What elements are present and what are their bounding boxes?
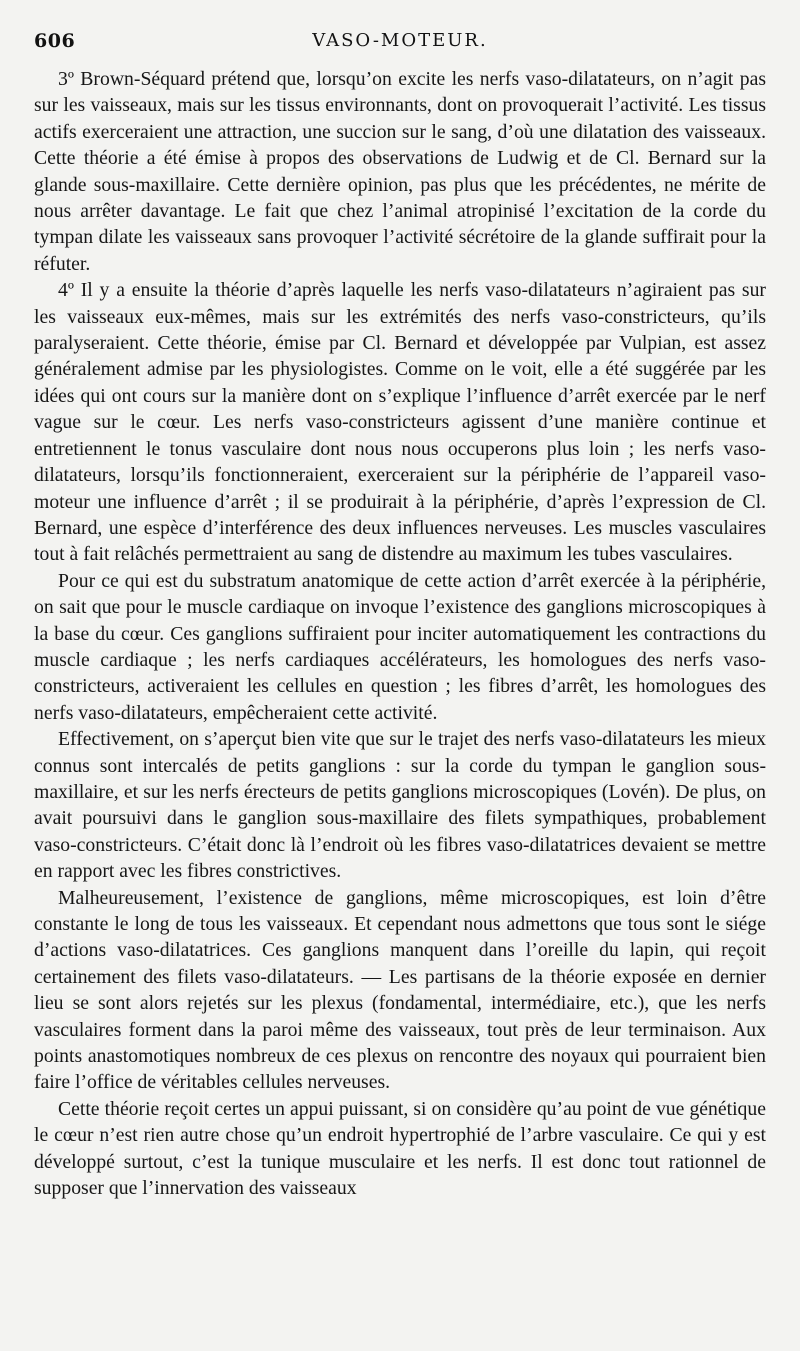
running-head: VASO-MOTEUR. (312, 30, 488, 51)
page-number: 606 (34, 30, 76, 52)
paragraph-brown-sequard-theory: 3º Brown-Séquard prétend que, lorsqu’on excite les nerfs vaso-dilatateurs, on n’agit pas sur les vaisseaux, mais sur les tissus environnants, dont on provoquerait l’activité. Les tissus actifs exerceraient une attraction, une succion sur le sang, d’où une dilatation des vaisseaux. Cette théorie a été émise à propos des observations de Ludwig et de Cl. Bernard sur la glande sous-maxillaire. Cette dernière opinion, pas plus que les précédentes, ne mérite de nous arrêter davantage. Le fait que chez l’animal atropinisé l’excitation de la corde du tympan dilate les vaisseaux sans provoquer l’activité sécrétoire de la glande suffirait pour la réfuter. (34, 68, 766, 275)
paragraph-ganglia-on-nerves: Effectivement, on s’aperçut bien vite que sur le trajet des nerfs vaso-dilatateurs les mieux connus sont intercalés de petits ganglions : sur la corde du tympan le ganglion sous-maxillaire, et sur les nerfs érecteurs de petits ganglions microscopiques (Lovén). De plus, on avait poursuivi dans le ganglion sous-maxillaire des filets sympathiques, probablement vaso-constricteurs. C’était donc là l’endroit où les fibres vaso-dilatatrices devaient se mettre en rapport avec les fibres constrictives. (34, 728, 766, 883)
paragraph-ganglia-absent: Malheureusement, l’existence de ganglions, même microscopiques, est loin d’être constante le long de tous les vaisseaux. Et cependant nous admettons que tous sont le siége d’actions vaso-dilatatrices. Ces ganglions manquent dans l’oreille du lapin, qui reçoit certainement des filets vaso-dilatateurs. — Les partisans de la théorie exposée en dernier lieu se sont alors rejetés sur les plexus (fondamental, intermédiaire, etc.), que les nerfs vasculaires forment dans la paroi même des vaisseaux, tout près de leur terminaison. Aux points anastomotiques nombreux de ces plexus on rencontre des noyaux qui pourraient bien faire l’office de véritables cellules nerveuses. (34, 886, 766, 1094)
paragraph-anatomical-substratum: Pour ce qui est du substratum anatomique de cette action d’arrêt exercée à la périphérie, on sait que pour le muscle cardiaque on invoque l’existence des ganglions microscopiques à la base du cœur. Ces ganglions suffiraient pour inciter automatiquement les contractions du muscle cardiaque ; les nerfs cardiaques accélérateurs, les homologues des nerfs vaso-constricteurs, activeraient les cellules en question ; les fibres d’arrêt, les homologues des nerfs vaso-dilatateurs, empêcheraient cette activité. (34, 569, 766, 724)
page-header (34, 30, 766, 62)
paragraph-genetic-support: Cette théorie reçoit certes un appui puissant, si on considère qu’au point de vue génétique le cœur n’est rien autre chose qu’un endroit hypertrophié de l’arbre vasculaire. Ce qui y est développé surtout, c’est la tunique musculaire et les nerfs. Il est donc tout rationnel de supposer que l’innervation des vaisseaux (34, 1097, 766, 1200)
body-text (34, 66, 766, 1201)
paragraph-bernard-vulpian-theory: 4º Il y a ensuite la théorie d’après laquelle les nerfs vaso-dilatateurs n’agiraient pas sur les vaisseaux eux-mêmes, mais sur les extrémités des nerfs vaso-constricteurs, qu’ils paralyseraient. Cette théorie, émise par Cl. Bernard et développée par Vulpian, est assez généralement admise par les physiologistes. Comme on le voit, elle a été suggérée par les idées qui ont cours sur la manière dont on s’explique l’influence d’arrêt exercée par le nerf vague sur le cœur. Les nerfs vaso-constricteurs agissent d’une manière continue et entretiennent le tonus vasculaire dont nous nous occuperons plus loin ; les nerfs vaso-dilatateurs, lorsqu’ils fonctionneraient, exerceraient sur la périphérie de l’appareil vaso-moteur une influence d’arrêt ; il se produirait à la périphérie, d’après l’expression de Cl. Bernard, une espèce d’interférence des deux influences nerveuses. Les muscles vasculaires tout à fait relâchés permettraient au sang de distendre au maximum les tubes vasculaires. (34, 279, 766, 566)
